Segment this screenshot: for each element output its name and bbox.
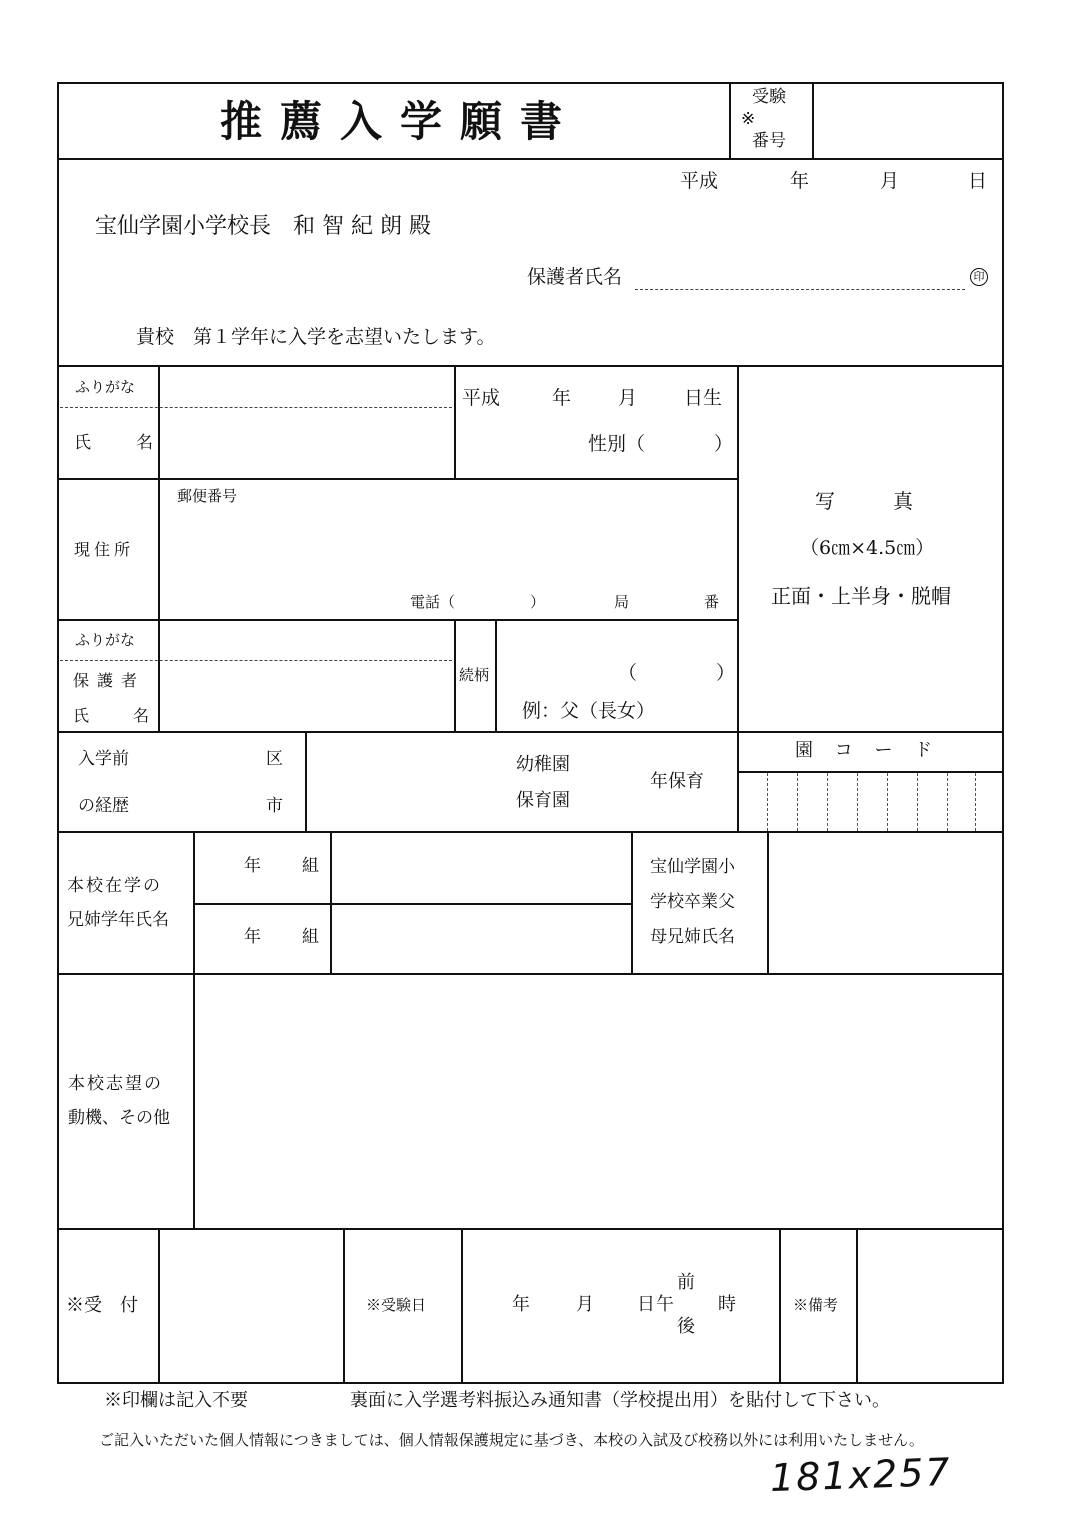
sibling2-name-field[interactable] [332, 905, 629, 971]
privacy-note: ご記入いただいた個人情報につきましては、個人情報保護規定に基づき、本校の入試及び校務以外には利用いたしません。 [99, 1431, 925, 1449]
photo-label: 写 真 [815, 489, 919, 513]
guardian-name-line [635, 289, 965, 290]
postal-label: 郵便番号 [177, 487, 238, 505]
statement: 貴校 第１学年に入学を志望いたします。 [136, 326, 496, 348]
date-year: 年 [790, 170, 810, 192]
sibling2-class: 組 [302, 927, 319, 947]
phone-number: 番 [704, 593, 720, 611]
relation-label: 続柄 [459, 666, 490, 684]
exam-month: 月 [576, 1294, 594, 1315]
years-of-care: 年保育 [650, 771, 704, 792]
exam-am: 前 [677, 1272, 695, 1293]
exam-hour: 時 [718, 1294, 736, 1315]
birth-era: 平成 [462, 387, 501, 409]
date-month: 月 [880, 170, 900, 192]
exam-go: 午 [656, 1294, 674, 1315]
alumni-label-1: 宝仙学園小 [650, 857, 735, 877]
remarks-field[interactable] [858, 1230, 1002, 1382]
exam-day: 日 [637, 1294, 655, 1315]
phone-close: ） [530, 593, 546, 611]
motivation-label-1: 本校志望の [68, 1074, 163, 1094]
photo-size: （6㎝×4.5㎝） [800, 537, 935, 559]
photo-box[interactable] [739, 367, 1002, 729]
kindergarten: 幼稚園 [516, 754, 570, 775]
phone-office: 局 [614, 593, 630, 611]
nursery: 保育園 [516, 790, 570, 811]
history-label-1: 入学前 [78, 749, 129, 769]
alumni-name-field[interactable] [769, 833, 1002, 971]
applicant-furigana-label: ふりがな [75, 378, 136, 396]
phone-label: 電話（ [410, 593, 456, 611]
relation-example: 例：父（長女） [522, 700, 656, 722]
siblings-label-1: 本校在学の [67, 876, 162, 896]
date-era: 平成 [680, 170, 719, 192]
address-label: 現住所 [74, 540, 135, 559]
exam-pm: 後 [677, 1316, 695, 1337]
sibling1-name-field[interactable] [332, 833, 629, 902]
reception-label: ※受 付 [66, 1295, 138, 1316]
form-title: 推薦入学願書 [220, 97, 581, 146]
reception-field[interactable] [160, 1230, 341, 1382]
exam-number-field[interactable] [814, 84, 1002, 156]
relation-field[interactable] [640, 657, 714, 687]
birth-suffix: 日生 [684, 387, 723, 409]
motivation-field[interactable] [195, 975, 1002, 1226]
handwritten-size-note: 181x257 [769, 1449, 953, 1501]
guardian-label-2: 氏 名 [73, 706, 164, 725]
history-ward: 区 [266, 749, 283, 769]
applicant-name-label: 氏 名 [74, 433, 167, 453]
exam-number-label-3: 番号 [752, 131, 786, 151]
relation-open: （ [618, 662, 638, 684]
exam-date-label: ※受験日 [366, 1296, 427, 1314]
footer-note-1: ※印欄は記入不要 [104, 1390, 248, 1411]
guardian-furigana-label: ふりがな [75, 631, 136, 649]
sibling1-class: 組 [302, 856, 319, 876]
gender-field[interactable] [655, 430, 713, 458]
exam-year: 年 [512, 1294, 530, 1315]
remarks-label: ※備考 [793, 1296, 839, 1314]
guardian-name-field[interactable] [637, 262, 963, 288]
birth-year: 年 [552, 387, 572, 409]
guardian-name-label: 保護者氏名 [527, 266, 623, 288]
history-label-2: の経歴 [78, 796, 129, 816]
history-city: 市 [266, 796, 283, 816]
gender-label: 性別（ [588, 433, 646, 455]
siblings-label-2: 兄姉学年氏名 [67, 910, 169, 930]
addressee: 宝仙学園小学校長 和 智 紀 朗 殿 [95, 214, 431, 239]
alumni-label-3: 母兄姉氏名 [650, 927, 735, 947]
sibling2-year: 年 [244, 927, 261, 947]
gender-close: ） [714, 433, 734, 455]
address-field[interactable] [160, 508, 735, 588]
photo-note: 正面・上半身・脱帽 [771, 584, 951, 608]
exam-number-label-1: 受験 [752, 87, 786, 107]
date-day: 日 [968, 170, 988, 192]
motivation-label-2: 動機、その他 [68, 1108, 170, 1128]
seal-icon: 印 [970, 268, 988, 286]
school-code-field[interactable] [739, 773, 1002, 829]
guardian-full-name-field[interactable] [160, 662, 452, 729]
birth-month: 月 [618, 387, 638, 409]
history-location-field[interactable] [160, 733, 260, 829]
exam-number-label-2: ※ [741, 109, 756, 129]
sibling1-year: 年 [244, 856, 261, 876]
relation-close: ） [716, 662, 736, 684]
applicant-name-field[interactable] [160, 409, 452, 476]
school-code-label: 園 コ ー ド [795, 740, 941, 761]
footer-note-2: 裏面に入学選考料振込み通知書（学校提出用）を貼付して下さい。 [350, 1390, 890, 1411]
guardian-furigana-field[interactable] [160, 621, 452, 659]
applicant-furigana-field[interactable] [160, 367, 452, 406]
history-school-field[interactable] [307, 733, 507, 829]
guardian-label-1: 保護者 [73, 671, 146, 690]
alumni-label-2: 学校卒業父 [650, 892, 735, 912]
